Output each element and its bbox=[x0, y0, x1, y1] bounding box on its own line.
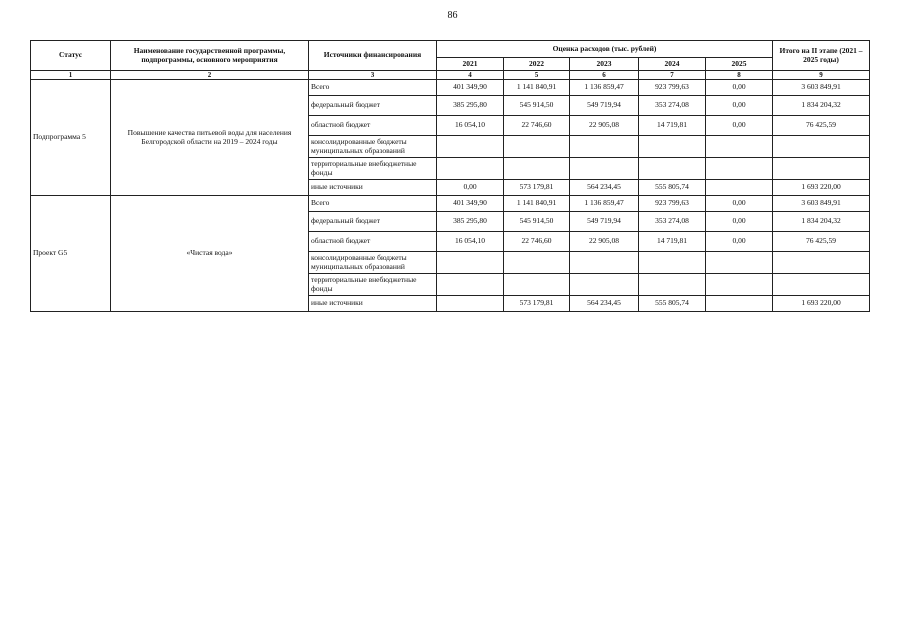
value-cell: 549 719,94 bbox=[570, 96, 639, 116]
column-number: 4 bbox=[437, 71, 504, 80]
value-cell: 0,00 bbox=[706, 212, 773, 232]
row-source: территориальные внебюджетные фонды bbox=[309, 158, 437, 180]
header-status: Статус bbox=[31, 41, 111, 71]
value-cell bbox=[570, 136, 639, 158]
header-year: 2021 bbox=[437, 58, 504, 71]
column-number: 9 bbox=[773, 71, 870, 80]
value-cell: 1 141 840,91 bbox=[504, 80, 570, 96]
page-number: 86 bbox=[447, 10, 458, 21]
row-source: федеральный бюджет bbox=[309, 212, 437, 232]
total-cell: 3 603 849,91 bbox=[773, 196, 870, 212]
header-source: Источники финансирования bbox=[309, 41, 437, 71]
value-cell bbox=[706, 252, 773, 274]
row-source: консолидированные бюджеты муниципальных образований bbox=[309, 252, 437, 274]
value-cell: 545 914,50 bbox=[504, 212, 570, 232]
value-cell: 401 349,90 bbox=[437, 80, 504, 96]
value-cell: 555 805,74 bbox=[639, 180, 706, 196]
value-cell: 0,00 bbox=[706, 80, 773, 96]
column-number: 8 bbox=[706, 71, 773, 80]
header-year: 2022 bbox=[504, 58, 570, 71]
row-name: Повышение качества питьевой воды для населения Белгородской области на 2019 – 2024 годы bbox=[111, 80, 309, 196]
value-cell bbox=[437, 274, 504, 296]
value-cell: 0,00 bbox=[437, 180, 504, 196]
row-source: иные источники bbox=[309, 296, 437, 312]
column-number: 7 bbox=[639, 71, 706, 80]
value-cell bbox=[504, 136, 570, 158]
row-status: Подпрограмма 5 bbox=[31, 80, 111, 196]
total-cell bbox=[773, 252, 870, 274]
value-cell: 22 905,08 bbox=[570, 232, 639, 252]
value-cell bbox=[504, 252, 570, 274]
row-name: «Чистая вода» bbox=[111, 196, 309, 312]
value-cell bbox=[437, 296, 504, 312]
value-cell: 564 234,45 bbox=[570, 296, 639, 312]
total-cell bbox=[773, 274, 870, 296]
total-cell: 76 425,59 bbox=[773, 232, 870, 252]
value-cell bbox=[706, 296, 773, 312]
value-cell: 22 746,60 bbox=[504, 232, 570, 252]
row-source: областной бюджет bbox=[309, 232, 437, 252]
header-year: 2023 bbox=[570, 58, 639, 71]
row-source: Всего bbox=[309, 196, 437, 212]
row-source: иные источники bbox=[309, 180, 437, 196]
row-status: Проект G5 bbox=[31, 196, 111, 312]
value-cell: 14 719,81 bbox=[639, 116, 706, 136]
value-cell: 1 136 859,47 bbox=[570, 196, 639, 212]
value-cell bbox=[706, 180, 773, 196]
value-cell: 923 799,63 bbox=[639, 196, 706, 212]
header-total: Итого на II этапе (2021 – 2025 годы) bbox=[773, 41, 870, 71]
value-cell: 564 234,45 bbox=[570, 180, 639, 196]
value-cell: 1 136 859,47 bbox=[570, 80, 639, 96]
value-cell bbox=[437, 252, 504, 274]
row-source: областной бюджет bbox=[309, 116, 437, 136]
row-source: федеральный бюджет bbox=[309, 96, 437, 116]
value-cell: 555 805,74 bbox=[639, 296, 706, 312]
total-cell bbox=[773, 158, 870, 180]
value-cell: 401 349,90 bbox=[437, 196, 504, 212]
value-cell bbox=[706, 274, 773, 296]
value-cell: 549 719,94 bbox=[570, 212, 639, 232]
table-row bbox=[31, 80, 870, 96]
value-cell bbox=[706, 158, 773, 180]
value-cell bbox=[639, 274, 706, 296]
header-year: 2025 bbox=[706, 58, 773, 71]
value-cell: 385 295,80 bbox=[437, 96, 504, 116]
total-cell bbox=[773, 136, 870, 158]
value-cell: 22 746,60 bbox=[504, 116, 570, 136]
value-cell: 545 914,50 bbox=[504, 96, 570, 116]
header-year: 2024 bbox=[639, 58, 706, 71]
value-cell: 0,00 bbox=[706, 232, 773, 252]
value-cell: 22 905,08 bbox=[570, 116, 639, 136]
value-cell: 353 274,08 bbox=[639, 96, 706, 116]
value-cell: 16 054,10 bbox=[437, 232, 504, 252]
budget-table bbox=[30, 40, 870, 312]
header-estimate: Оценка расходов (тыс. рублей) bbox=[437, 41, 773, 58]
value-cell bbox=[639, 136, 706, 158]
total-cell: 76 425,59 bbox=[773, 116, 870, 136]
row-source: Всего bbox=[309, 80, 437, 96]
value-cell bbox=[437, 158, 504, 180]
value-cell: 573 179,81 bbox=[504, 180, 570, 196]
value-cell: 573 179,81 bbox=[504, 296, 570, 312]
value-cell: 1 141 840,91 bbox=[504, 196, 570, 212]
value-cell bbox=[706, 136, 773, 158]
column-number: 3 bbox=[309, 71, 437, 80]
table-row bbox=[31, 196, 870, 212]
value-cell bbox=[504, 274, 570, 296]
total-cell: 1 693 220,00 bbox=[773, 180, 870, 196]
column-number: 1 bbox=[31, 71, 111, 80]
column-number: 6 bbox=[570, 71, 639, 80]
value-cell bbox=[504, 158, 570, 180]
value-cell bbox=[570, 252, 639, 274]
value-cell: 14 719,81 bbox=[639, 232, 706, 252]
total-cell: 3 603 849,91 bbox=[773, 80, 870, 96]
value-cell: 0,00 bbox=[706, 96, 773, 116]
value-cell: 385 295,80 bbox=[437, 212, 504, 232]
row-source: консолидированные бюджеты муниципальных образований bbox=[309, 136, 437, 158]
value-cell: 353 274,08 bbox=[639, 212, 706, 232]
total-cell: 1 834 204,32 bbox=[773, 96, 870, 116]
value-cell: 923 799,63 bbox=[639, 80, 706, 96]
value-cell: 16 054,10 bbox=[437, 116, 504, 136]
column-number: 2 bbox=[111, 71, 309, 80]
total-cell: 1 693 220,00 bbox=[773, 296, 870, 312]
value-cell bbox=[570, 158, 639, 180]
value-cell bbox=[437, 136, 504, 158]
value-cell bbox=[639, 252, 706, 274]
header-name: Наименование государственной программы, подпрограммы, основного мероприятия bbox=[111, 41, 309, 71]
total-cell: 1 834 204,32 bbox=[773, 212, 870, 232]
value-cell bbox=[570, 274, 639, 296]
column-number: 5 bbox=[504, 71, 570, 80]
row-source: территориальные внебюджетные фонды bbox=[309, 274, 437, 296]
value-cell: 0,00 bbox=[706, 196, 773, 212]
value-cell bbox=[639, 158, 706, 180]
value-cell: 0,00 bbox=[706, 116, 773, 136]
